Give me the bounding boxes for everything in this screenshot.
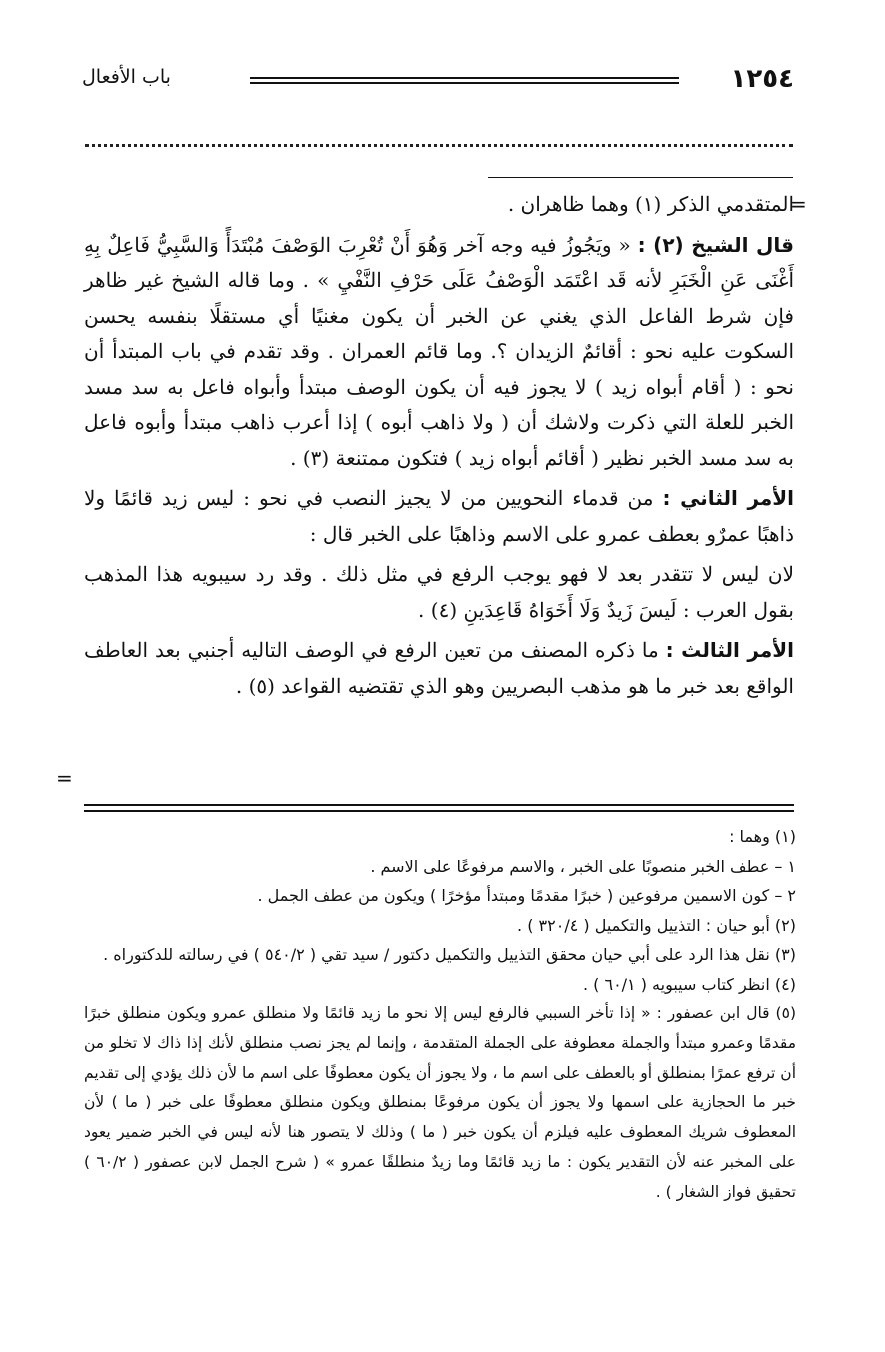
paragraph-third-matter	[84, 633, 794, 704]
footnote-rule	[84, 810, 794, 812]
continuation-mark-bottom: =	[56, 766, 73, 790]
paragraph-sibawayh: لان ليس لا تتقدر بعد لا فهو يوجب الرفع في مثل ذلك . وقد رد سيبويه هذا المذهب بقول العرب : لَيسَ زَيدٌ وَلَا أَخَوَاهُ قَاعِدَينِ (٤) .	[84, 562, 794, 622]
footnotes	[84, 822, 796, 1208]
footnote-4: (٤) انظر كتاب سيبويه ( ٦٠/١ ) .	[582, 974, 796, 994]
continuation-mark-top: =	[790, 192, 807, 216]
footnote-3: (٣) نقل هذا الرد على أبي حيان محقق التذييل والتكميل دكتور / سيد تقي ( ٥٤٠/٢ ) في رسالته للدكتوراه .	[103, 945, 796, 964]
page-header	[82, 64, 794, 94]
paragraph-text: ما ذكره المصنف من تعين الرفع في الوصف التاليه أجنبي بعد العاطف الواقع بعد خبر ما هو مذهب البصريين وهو الذي تقتضيه القواعد (٥) .	[84, 638, 794, 698]
chapter-title: باب الأفعال	[82, 66, 171, 88]
footnote-1-item: ٢ – كون الاسمين مرفوعين ( خبرًا مقدمًا ومبتدأ مؤخرًا ) ويكون من عطف الجمل .	[257, 886, 796, 905]
paragraph-text: « ويَجُوزُ فيه وجه آخر وَهُوَ أَنْ تُعْرِبَ الوَصْفَ مُبْتَدَأً وَالسَّبِيُّ فَاعِلٌ بِهِ أَغْنَى عَنِ الْخَبَرِ لأنه قَد اعْتَمَد الْوَصْفُ عَلَى حَرْفِ النَّفْيِ » . وما قاله الشيخ غير ظاهر فإن شرط الفاعل الذي يغني عن الخبر أن يكون مغنيًا أي مستقلًا بنفسه يحسن السكوت عليه نحو : أقائمٌ الزيدان ؟. وما قائم العمران . وقد تقدم في باب المبتدأ أن نحو : ( أقام أبواه زيد ) لا يجوز فيه أن يكون الوصف مبتدأ وأبواه فاعل به سد مسد الخبر للعلة التي ذكرت ولاشك أن ( ولا ذاهب أبوه ) إذا أعرب ذاهب مبتدأ وأبوه فاعل به سد مسد الخبر نظير ( أقائم أبواه زيد ) فتكون ممتنعة (٣) .	[84, 232, 794, 470]
paragraph-text: من قدماء النحويين من لا يجيز النصب في نحو : ليس زيد قائمًا ولا ذاهبًا عمرٌو بعطف عمرو على الاسم وذاهبًا على الخبر قال :	[84, 486, 794, 546]
footnote-1: (١) وهما :	[729, 827, 796, 846]
header-rule	[250, 82, 679, 84]
paragraph-lead: الأمر الثاني :	[662, 486, 795, 510]
header-rule	[250, 77, 679, 79]
continuation-rule	[488, 177, 793, 178]
footnote-1-item: ١ – عطف الخبر منصوبًا على الخبر ، والاسم مرفوعًا على الاسم .	[370, 856, 796, 876]
paragraph-lead: الأمر الثالث :	[665, 638, 795, 662]
main-text	[84, 187, 794, 704]
page-number: ١٢٥٤	[730, 64, 794, 94]
footnote-5: (٥) قال ابن عصفور : « إذا تأخر السببي فالرفع ليس إلا نحو ما زيد قائمًا ولا منطلق عمرو ويكون منطلق خبرًا مقدمًا وعمرو مبتدأ والجملة معطوفة على الجملة المتقدمة ، وإنما لم يجز نصب منطلق لأنك إذا ذاك لا تخلو من أن ترفع عمرًا بمنطلق أو بالعطف على اسم ما ، ولا يجوز أن يكون معطوفًا على اسم ما لأن ذلك يؤدي إلى تقديم خبر ما الحجازية على اسمها ولا يجوز أن يكون مرفوعًا بمنطلق ويكون منطلق معطوفًا على خبر ( ما ) لأن المعطوف شريك المعطوف عليه فيلزم أن يكون خبر ( ما ) وذلك لا يتصور هنا لأنه ليس في الخبر ضمير يعود على المخبر عنه لأن التقدير يكون : ما زيد قائمًا وما زيدٌ منطلقًا عمرو » ( شرح الجمل لابن عصفور ( ٦٠/٢ ) تحقيق فواز الشغار ) .	[84, 1004, 796, 1201]
footnote-rule	[84, 804, 794, 806]
dotted-separator	[85, 144, 793, 147]
footnote-2: (٢) أبو حيان : التذييل والتكميل ( ٣٢٠/٤ ) .	[517, 915, 796, 935]
paragraph-second-matter	[84, 481, 794, 552]
paragraph-continuation: المتقدمي الذكر (١) وهما ظاهران .	[507, 192, 794, 216]
paragraph-sheikh	[84, 228, 794, 477]
paragraph-lead: قال الشيخ (٢) :	[637, 232, 794, 257]
